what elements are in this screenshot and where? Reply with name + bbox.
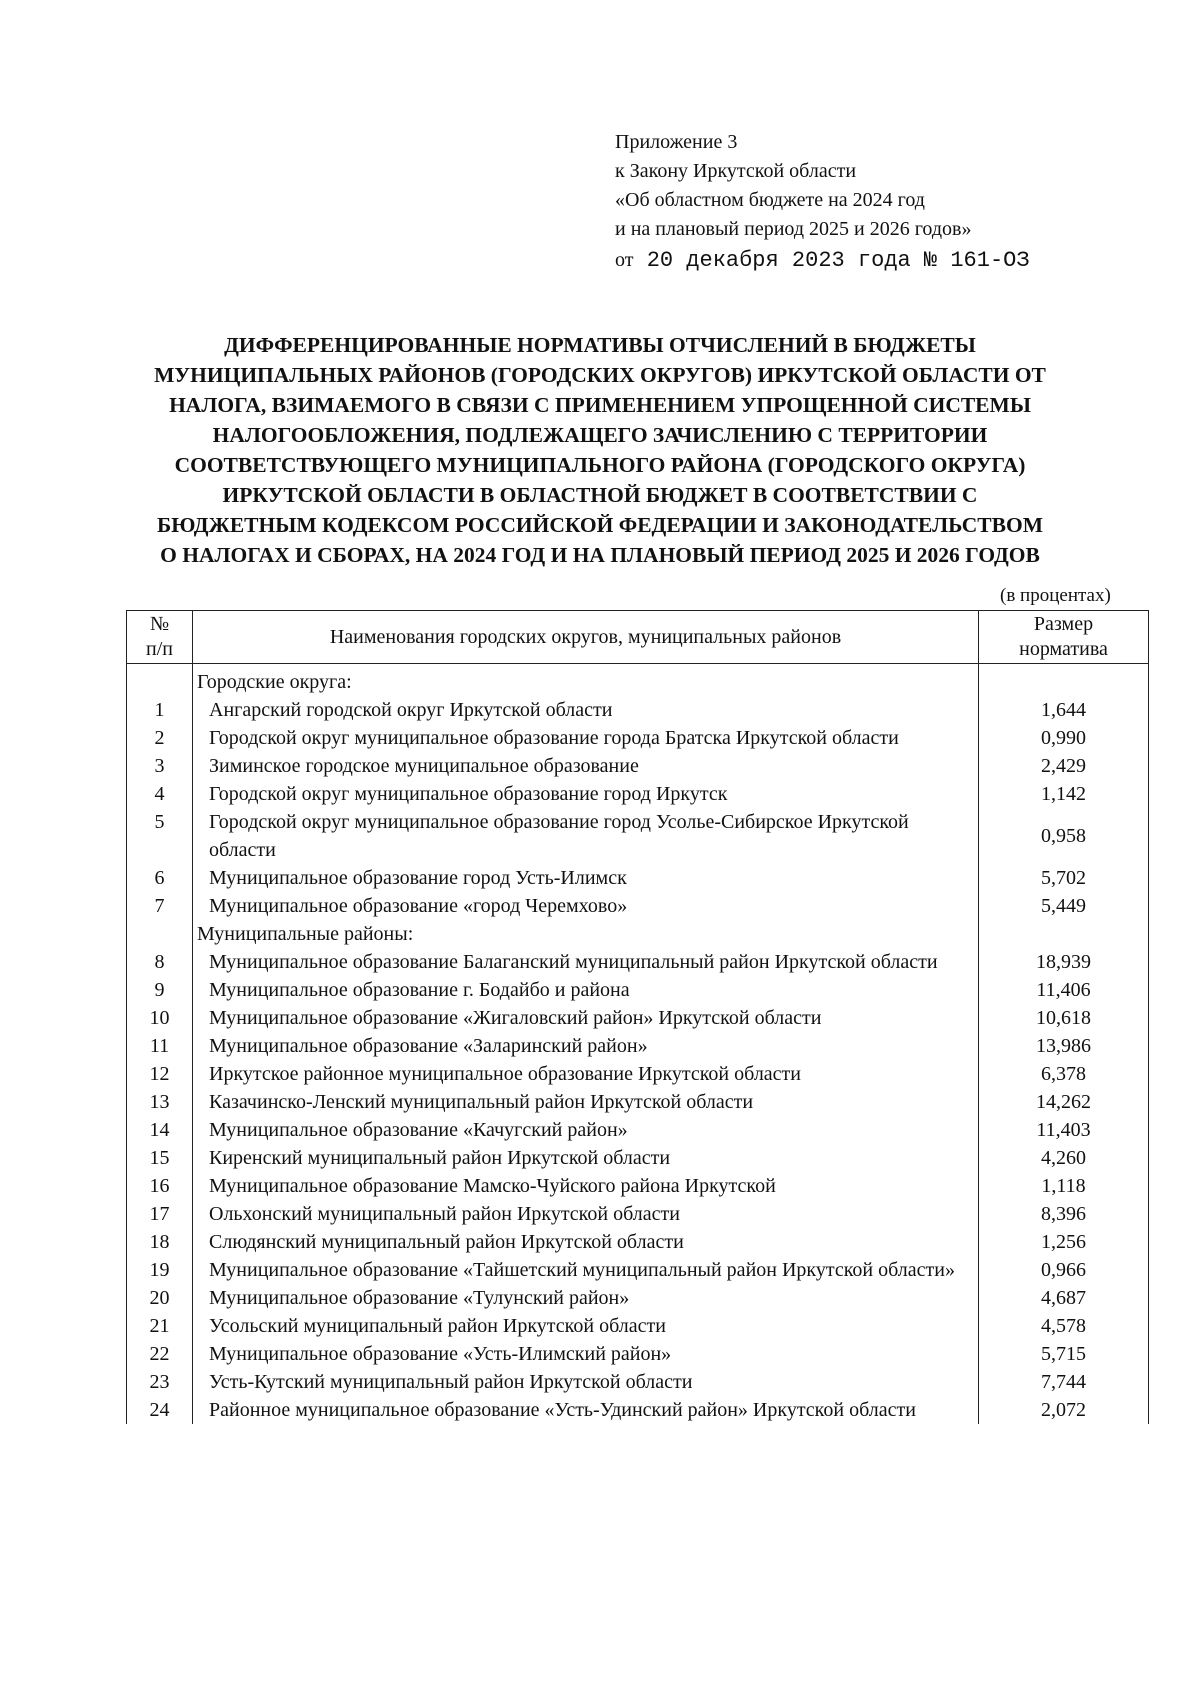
units-note: (в процентах) [1000,585,1111,606]
table-row [127,1228,1149,1256]
table-row [127,892,1149,920]
row-number: 12 [127,1060,193,1088]
table-row [127,1312,1149,1340]
row-number: 19 [127,1256,193,1284]
row-value: 1,256 [979,1228,1149,1256]
appendix-line: и на плановый период 2025 и 2026 годов» [615,218,972,240]
header-number-line: п/п [146,638,173,660]
row-number: 2 [127,724,193,752]
row-number: 11 [127,1032,193,1060]
row-name: Казачинско-Ленский муниципальный район Иркутской области [193,1088,979,1116]
title-line: СООТВЕТСТВУЮЩЕГО МУНИЦИПАЛЬНОГО РАЙОНА (ГОРОДСКОГО ОКРУГА) [174,453,1026,477]
table-row [127,948,1149,976]
row-number: 7 [127,892,193,920]
row-number: 6 [127,864,193,892]
row-number: 22 [127,1340,193,1368]
row-name: Муниципальное образование «Усть-Илимский район» [193,1340,979,1368]
row-name: Усть-Кутский муниципальный район Иркутской области [193,1368,979,1396]
table-row [127,1172,1149,1200]
table-row [127,1088,1149,1116]
row-name: Ольхонский муниципальный район Иркутской области [193,1200,979,1228]
row-value: 5,449 [979,892,1149,920]
table-row [127,1060,1149,1088]
row-number [127,920,193,948]
row-name: Муниципальное образование г. Бодайбо и района [193,976,979,1004]
header-value [979,611,1149,664]
row-name: Муниципальное образование «Тайшетский муниципальный район Иркутской области» [193,1256,979,1284]
appendix-line: к Закону Иркутской области [615,160,857,182]
row-name: Муниципальное образование «город Черемхово» [193,892,979,920]
table-row [127,1144,1149,1172]
row-number: 10 [127,1004,193,1032]
row-number: 16 [127,1172,193,1200]
row-number [127,664,193,697]
header-number-line: № [149,613,170,635]
table-row [127,1340,1149,1368]
row-name: Городской округ муниципальное образование города Братска Иркутской области [193,724,979,752]
table-body [127,664,1149,1425]
table-row [127,864,1149,892]
header-number [127,611,193,664]
row-value [979,664,1149,697]
row-name: Муниципальное образование «Качугский район» [193,1116,979,1144]
table-row [127,1116,1149,1144]
group-label: Городские округа: [193,664,979,697]
row-name: Районное муниципальное образование «Усть-Удинский район» Иркутской области [193,1396,979,1424]
row-number: 14 [127,1116,193,1144]
table-row [127,752,1149,780]
row-number: 5 [127,808,193,864]
appendix-line: Приложение 3 [615,131,738,153]
table-row [127,1368,1149,1396]
row-value: 2,072 [979,1396,1149,1424]
group-row [127,920,1149,948]
decree-date-number: 20 декабря 2023 года № 161-ОЗ [646,248,1030,273]
row-number: 15 [127,1144,193,1172]
row-value: 10,618 [979,1004,1149,1032]
row-name: Ангарский городской округ Иркутской области [193,696,979,724]
row-number: 23 [127,1368,193,1396]
header-name: Наименования городских округов, муниципальных районов [193,611,979,664]
table-row [127,1396,1149,1424]
decree-line [615,246,1030,275]
document-title [120,330,1080,570]
row-value [979,920,1149,948]
row-name: Муниципальное образование город Усть-Илимск [193,864,979,892]
row-value: 0,966 [979,1256,1149,1284]
row-value: 1,142 [979,780,1149,808]
row-name: Слюдянский муниципальный район Иркутской области [193,1228,979,1256]
row-value: 5,715 [979,1340,1149,1368]
row-value: 1,118 [979,1172,1149,1200]
table-row [127,780,1149,808]
row-name: Зиминское городское муниципальное образование [193,752,979,780]
table-row [127,1284,1149,1312]
title-line: ДИФФЕРЕНЦИРОВАННЫЕ НОРМАТИВЫ ОТЧИСЛЕНИЙ В БЮДЖЕТЫ [224,333,976,357]
title-line: О НАЛОГАХ И СБОРАХ, НА 2024 ГОД И НА ПЛАНОВЫЙ ПЕРИОД 2025 И 2026 ГОДОВ [160,543,1040,567]
table-row [127,1004,1149,1032]
table-row [127,1032,1149,1060]
row-value: 2,429 [979,752,1149,780]
row-number: 13 [127,1088,193,1116]
row-number: 17 [127,1200,193,1228]
row-value: 0,990 [979,724,1149,752]
row-number: 8 [127,948,193,976]
decree-prefix: от [615,249,634,271]
title-line: НАЛОГООБЛОЖЕНИЯ, ПОДЛЕЖАЩЕГО ЗАЧИСЛЕНИЮ С ТЕРРИТОРИИ [212,423,988,447]
row-value: 6,378 [979,1060,1149,1088]
group-row [127,664,1149,697]
row-name: Муниципальное образование «Жигаловский район» Иркутской области [193,1004,979,1032]
appendix-line: «Об областном бюджете на 2024 год [615,189,925,211]
title-line: НАЛОГА, ВЗИМАЕМОГО В СВЯЗИ С ПРИМЕНЕНИЕМ УПРОЩЕННОЙ СИСТЕМЫ [169,393,1031,417]
row-number: 9 [127,976,193,1004]
row-value: 14,262 [979,1088,1149,1116]
row-value: 11,403 [979,1116,1149,1144]
row-name: Городской округ муниципальное образование город Иркутск [193,780,979,808]
row-value: 7,744 [979,1368,1149,1396]
row-value: 0,958 [979,808,1149,864]
row-name: Усольский муниципальный район Иркутской области [193,1312,979,1340]
row-name: Городской округ муниципальное образование город Усолье-Сибирское Иркутской области [193,808,979,864]
title-line: БЮДЖЕТНЫМ КОДЕКСОМ РОССИЙСКОЙ ФЕДЕРАЦИИ И ЗАКОНОДАТЕЛЬСТВОМ [156,513,1043,537]
row-name: Муниципальное образование «Тулунский район» [193,1284,979,1312]
row-number: 21 [127,1312,193,1340]
row-value: 4,578 [979,1312,1149,1340]
header-value-line: Размер [1033,613,1094,635]
row-value: 4,260 [979,1144,1149,1172]
table-row [127,976,1149,1004]
row-name: Иркутское районное муниципальное образование Иркутской области [193,1060,979,1088]
table-row [127,808,1149,864]
table-header-row [127,611,1149,664]
table-row [127,1256,1149,1284]
table-row [127,1200,1149,1228]
row-value: 8,396 [979,1200,1149,1228]
appendix-header [615,128,1030,275]
row-number: 24 [127,1396,193,1424]
table-row [127,724,1149,752]
row-number: 18 [127,1228,193,1256]
row-name: Муниципальное образование Балаганский муниципальный район Иркутской области [193,948,979,976]
table-row [127,696,1149,724]
title-line: МУНИЦИПАЛЬНЫХ РАЙОНОВ (ГОРОДСКИХ ОКРУГОВ) ИРКУТСКОЙ ОБЛАСТИ ОТ [154,363,1046,387]
row-number: 3 [127,752,193,780]
row-value: 18,939 [979,948,1149,976]
row-value: 1,644 [979,696,1149,724]
row-name: Муниципальное образование Мамско-Чуйского района Иркутской [193,1172,979,1200]
row-value: 13,986 [979,1032,1149,1060]
title-line: ИРКУТСКОЙ ОБЛАСТИ В ОБЛАСТНОЙ БЮДЖЕТ В СООТВЕТСТВИИ С [222,483,978,507]
row-name: Муниципальное образование «Заларинский район» [193,1032,979,1060]
group-label: Муниципальные районы: [193,920,979,948]
row-value: 4,687 [979,1284,1149,1312]
row-name: Киренский муниципальный район Иркутской области [193,1144,979,1172]
row-number: 1 [127,696,193,724]
row-value: 5,702 [979,864,1149,892]
norms-table [126,610,1149,1424]
row-value: 11,406 [979,976,1149,1004]
row-number: 20 [127,1284,193,1312]
row-number: 4 [127,780,193,808]
header-value-line: норматива [1019,638,1108,660]
